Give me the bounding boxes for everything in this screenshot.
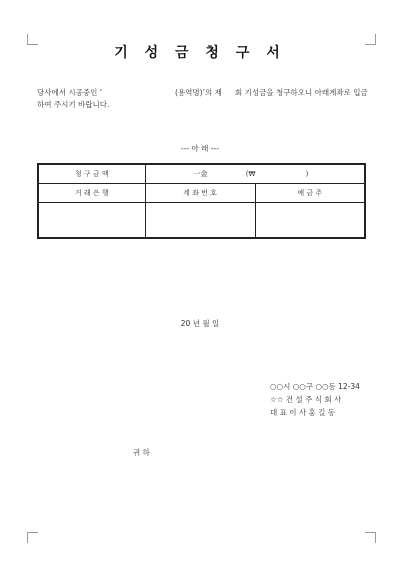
table-row — [38, 203, 365, 239]
table-row — [38, 164, 365, 184]
amount-prefix: 一金 — [193, 170, 208, 178]
header-account-number: 계 좌 번 호 — [145, 184, 255, 203]
crop-mark-bottom-right — [365, 532, 376, 543]
company-address: ○○시 ○○구 ○○동 12-34 — [270, 382, 360, 391]
account-number-cell[interactable] — [145, 203, 255, 239]
crop-mark-bottom-left — [27, 532, 38, 543]
recipient-label: 귀 하 — [133, 448, 150, 457]
won-prefix: (₩ — [245, 170, 256, 178]
claim-amount-label: 청 구 금 액 — [38, 164, 145, 184]
date-line: 20 년 월 일 — [180, 319, 220, 328]
intro-text-part2: (용역명)’의 제 — [175, 88, 222, 97]
document-title: 기 성 금 청 구 서 — [114, 45, 286, 61]
claim-table — [37, 163, 366, 239]
claim-amount-field[interactable] — [145, 164, 365, 184]
header-account-holder: 예 금 주 — [255, 184, 365, 203]
intro-text-part3: 회 기성금을 청구하오니 아래계좌로 입금 — [235, 88, 368, 97]
intro-text-part1: 당사에서 시공중인 ‘ — [37, 88, 103, 97]
intro-text-line2: 하여 주시기 바랍니다. — [37, 100, 110, 109]
close-paren: ) — [305, 170, 309, 178]
table-row — [38, 184, 365, 203]
below-note: --- 아 래 --- — [181, 144, 219, 153]
company-ceo: 대 표 이 사 홍 길 동 — [270, 408, 336, 417]
header-bank: 거 래 은 행 — [38, 184, 145, 203]
bank-cell[interactable] — [38, 203, 145, 239]
company-name: ☆☆ 건 설 주 식 회 사 — [270, 395, 342, 404]
account-holder-cell[interactable] — [255, 203, 365, 239]
